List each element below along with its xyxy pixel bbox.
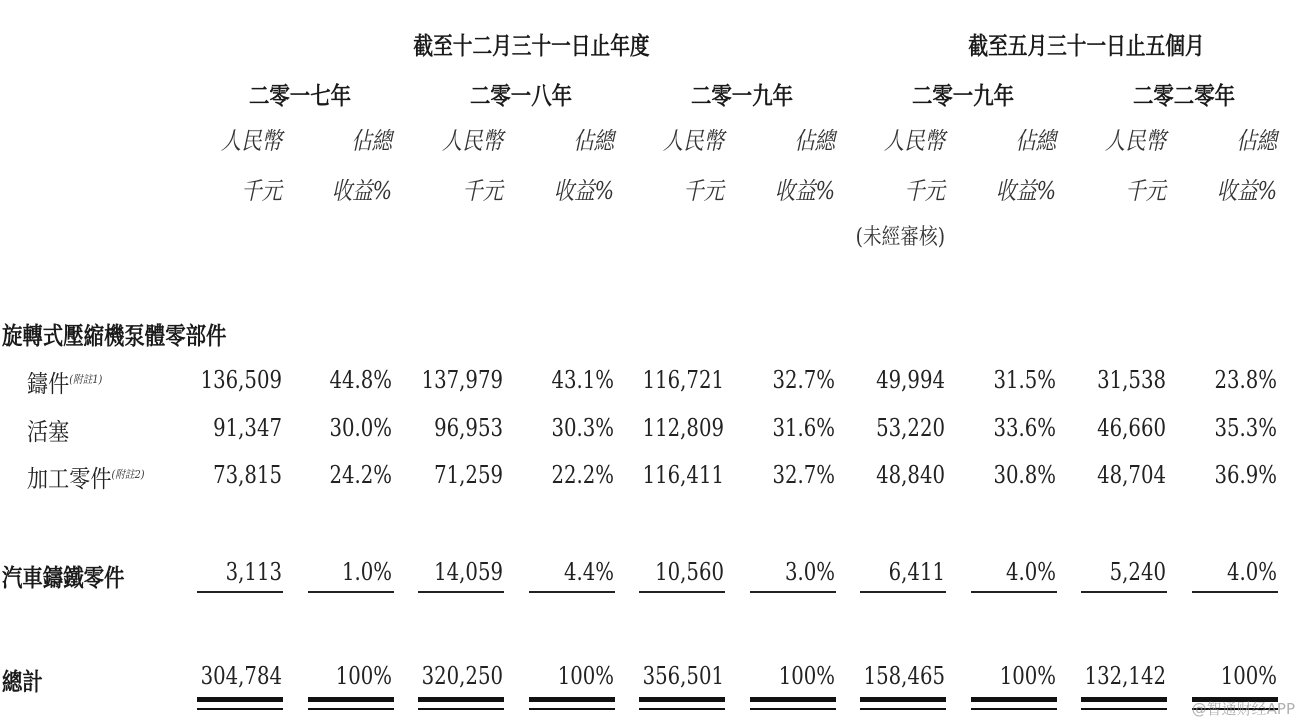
year-header: 二零一八年: [470, 81, 572, 110]
unit-header-rmb: 人民幣: [1104, 127, 1166, 155]
total-double-rule: [971, 708, 1057, 710]
row-label-pistons: [27, 412, 69, 447]
section-automotive-parts: 汽車鑄鐵零件: [2, 563, 125, 592]
unit-header-share: 佔總: [1236, 127, 1277, 155]
year-header: 二零二零年: [1133, 81, 1235, 110]
unit-header-revenue-pct: 收益%: [774, 177, 835, 205]
cell-percent: 100%: [557, 662, 614, 690]
subtotal-rule: [197, 591, 283, 593]
unit-header-thousand: 千元: [241, 177, 282, 205]
cell-percent: 100%: [335, 662, 392, 690]
total-double-rule: [529, 697, 615, 702]
total-double-rule: [418, 697, 504, 702]
unit-header-revenue-pct: 收益%: [331, 177, 392, 205]
cell-percent: 43.1%: [551, 366, 614, 394]
cell-value: 112,809: [642, 414, 724, 442]
unit-header-share: 佔總: [573, 127, 614, 155]
subtotal-rule: [529, 591, 615, 593]
total-double-rule: [860, 708, 946, 710]
cell-percent: 30.0%: [329, 414, 392, 442]
cell-percent: 100%: [1220, 662, 1277, 690]
cell-value: 48,840: [876, 461, 945, 489]
cell-value: 53,220: [876, 414, 945, 442]
unit-header-thousand: 千元: [1125, 177, 1166, 205]
total-double-rule: [639, 697, 725, 702]
subtotal-rule: [860, 591, 946, 593]
cell-percent: 100%: [999, 662, 1056, 690]
cell-percent: 44.8%: [329, 366, 392, 394]
total-double-rule: [529, 708, 615, 710]
unit-header-revenue-pct: 收益%: [1216, 177, 1277, 205]
cell-percent: 31.5%: [993, 366, 1056, 394]
total-double-rule: [197, 708, 283, 710]
cell-value: 116,721: [642, 366, 724, 394]
total-double-rule: [860, 697, 946, 702]
row-label-machined-parts: [27, 459, 145, 494]
section-total: 總計: [2, 667, 43, 696]
year-header: 二零一九年: [691, 81, 793, 110]
total-double-rule: [308, 697, 394, 702]
row-label-text: 加工零件: [27, 465, 112, 493]
subtotal-rule: [308, 591, 394, 593]
subtotal-rule: [750, 591, 836, 593]
subtotal-rule: [971, 591, 1057, 593]
year-header: 二零一九年: [912, 81, 1014, 110]
subtotal-rule: [418, 591, 504, 593]
footnote-marker: (附註1): [69, 373, 103, 386]
cell-value: 91,347: [213, 414, 282, 442]
row-label-text: 鑄件: [27, 370, 70, 398]
row-label-castings: [27, 364, 102, 399]
total-double-rule: [971, 697, 1057, 702]
cell-value: 14,059: [434, 558, 503, 586]
cell-value: 10,560: [655, 558, 724, 586]
cell-percent: 22.2%: [551, 461, 614, 489]
header-year-end-group: 截至十二月三十一日止年度: [413, 31, 650, 60]
unit-header-thousand: 千元: [904, 177, 945, 205]
cell-value: 96,953: [434, 414, 503, 442]
total-double-rule: [750, 697, 836, 702]
unit-header-rmb: 人民幣: [662, 127, 724, 155]
cell-percent: 23.8%: [1214, 366, 1277, 394]
cell-percent: 24.2%: [329, 461, 392, 489]
unaudited-note: (未經審核): [855, 225, 945, 250]
cell-percent: 36.9%: [1214, 461, 1277, 489]
header-five-months-group: 截至五月三十一日止五個月: [968, 31, 1205, 60]
cell-value: 136,509: [200, 366, 282, 394]
total-double-rule: [639, 708, 725, 710]
section-rotary-compressor: 旋轉式壓縮機泵體零部件: [2, 321, 227, 350]
cell-value: 71,259: [434, 461, 503, 489]
cell-value: 158,465: [863, 662, 945, 690]
cell-value: 320,250: [421, 662, 503, 690]
cell-percent: 4.4%: [563, 558, 614, 586]
cell-percent: 30.3%: [551, 414, 614, 442]
unit-header-thousand: 千元: [462, 177, 503, 205]
cell-value: 5,240: [1109, 558, 1166, 586]
unit-header-revenue-pct: 收益%: [553, 177, 614, 205]
unit-header-share: 佔總: [794, 127, 835, 155]
cell-value: 46,660: [1097, 414, 1166, 442]
cell-percent: 3.0%: [784, 558, 835, 586]
unit-header-revenue-pct: 收益%: [995, 177, 1056, 205]
cell-value: 132,142: [1084, 662, 1166, 690]
footnote-marker: (附註2): [111, 468, 145, 481]
cell-value: 6,411: [888, 558, 945, 586]
unit-header-share: 佔總: [351, 127, 392, 155]
subtotal-rule: [1192, 591, 1278, 593]
subtotal-rule: [639, 591, 725, 593]
total-double-rule: [308, 708, 394, 710]
cell-value: 73,815: [213, 461, 282, 489]
unit-header-rmb: 人民幣: [883, 127, 945, 155]
unit-header-rmb: 人民幣: [220, 127, 282, 155]
cell-percent: 4.0%: [1005, 558, 1056, 586]
cell-percent: 31.6%: [772, 414, 835, 442]
subtotal-rule: [1081, 591, 1167, 593]
row-label-text: 活塞: [27, 418, 70, 446]
cell-value: 3,113: [225, 558, 282, 586]
year-header: 二零一七年: [249, 81, 351, 110]
cell-value: 304,784: [200, 662, 282, 690]
cell-percent: 30.8%: [993, 461, 1056, 489]
total-double-rule: [418, 708, 504, 710]
unit-header-share: 佔總: [1015, 127, 1056, 155]
cell-percent: 4.0%: [1226, 558, 1277, 586]
cell-value: 48,704: [1097, 461, 1166, 489]
cell-value: 49,994: [876, 366, 945, 394]
cell-value: 31,538: [1097, 366, 1166, 394]
total-double-rule: [197, 697, 283, 702]
cell-percent: 100%: [778, 662, 835, 690]
total-double-rule: [750, 708, 836, 710]
cell-percent: 35.3%: [1214, 414, 1277, 442]
cell-value: 137,979: [421, 366, 503, 394]
cell-percent: 1.0%: [341, 558, 392, 586]
total-double-rule: [1081, 697, 1167, 702]
cell-percent: 32.7%: [772, 366, 835, 394]
cell-percent: 33.6%: [993, 414, 1056, 442]
cell-value: 356,501: [642, 662, 724, 690]
cell-percent: 32.7%: [772, 461, 835, 489]
watermark: @智通财经APP: [1191, 700, 1295, 718]
total-double-rule: [1081, 708, 1167, 710]
unit-header-thousand: 千元: [683, 177, 724, 205]
unit-header-rmb: 人民幣: [441, 127, 503, 155]
cell-value: 116,411: [642, 461, 724, 489]
